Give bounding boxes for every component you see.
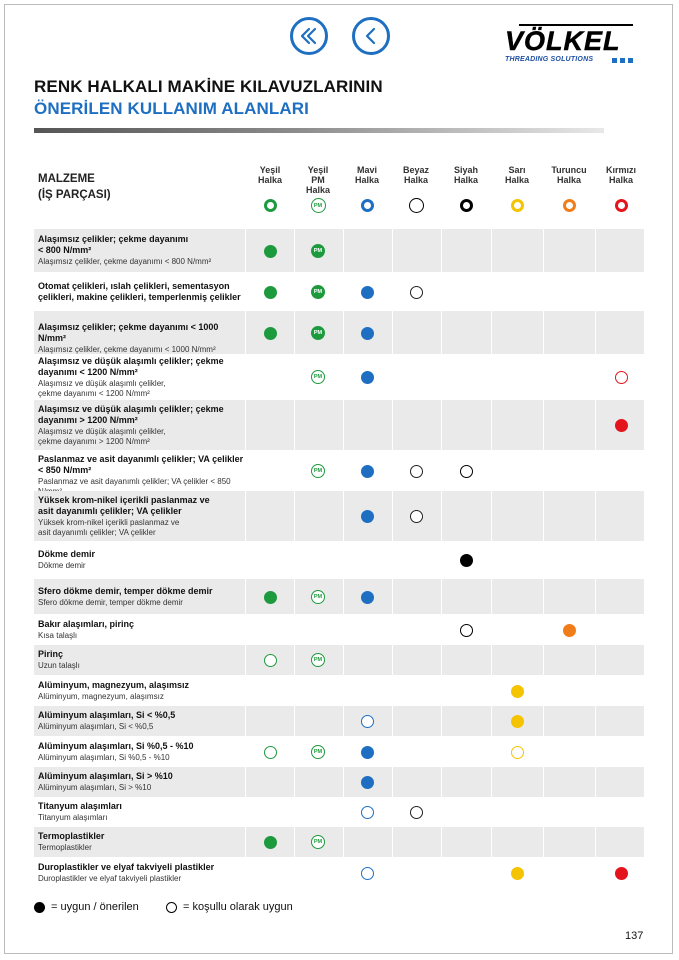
cell-divider bbox=[294, 706, 295, 736]
material-name-bold bbox=[38, 454, 248, 476]
open-dot-icon bbox=[410, 806, 423, 819]
table-row bbox=[34, 827, 644, 857]
cell-divider bbox=[543, 491, 544, 541]
open-dot-icon bbox=[410, 465, 423, 478]
color-ring-icon bbox=[615, 199, 628, 212]
material-line: Alaşımsız çelikler; çekme dayanımı < 1000 N/mm² bbox=[38, 322, 219, 343]
column-header-line2: Halka bbox=[257, 175, 283, 185]
cell-divider bbox=[491, 767, 492, 797]
material-line: Alüminyum alaşımları, Si < %0,5 bbox=[38, 710, 176, 720]
volkel-logo bbox=[505, 22, 637, 66]
table-row bbox=[34, 272, 644, 311]
material-name bbox=[38, 801, 248, 823]
material-name-regular bbox=[38, 631, 248, 641]
material-name bbox=[38, 741, 248, 763]
open-dot-icon bbox=[460, 624, 473, 637]
pm-open-icon: PM bbox=[311, 464, 325, 478]
material-name-bold bbox=[38, 649, 248, 660]
pm-ring-icon: PM bbox=[311, 198, 326, 213]
filled-dot-icon bbox=[264, 836, 277, 849]
filled-dot-icon bbox=[361, 510, 374, 523]
material-line: Dökme demir bbox=[38, 561, 86, 570]
pm-open-icon: PM bbox=[311, 653, 325, 667]
cell-divider bbox=[595, 827, 596, 857]
filled-dot-icon bbox=[264, 286, 277, 299]
column-header bbox=[245, 165, 295, 185]
logo-word: VÖLKEL bbox=[505, 26, 621, 56]
material-header-line1: MALZEME bbox=[38, 173, 95, 185]
cell-divider bbox=[441, 491, 442, 541]
material-line: Alüminyum alaşımları, Si %0,5 - %10 bbox=[38, 753, 170, 762]
cell-divider bbox=[441, 229, 442, 272]
column-header-line1: Mavi bbox=[356, 165, 377, 175]
pm-open-icon: PM bbox=[311, 370, 325, 384]
column-header bbox=[342, 165, 392, 185]
material-line: Alüminyum alaşımları, Si > %10 bbox=[38, 771, 173, 781]
cell-divider bbox=[543, 311, 544, 354]
cell-divider bbox=[294, 229, 295, 272]
material-name bbox=[38, 586, 248, 608]
cell-divider bbox=[441, 706, 442, 736]
cell-divider bbox=[441, 311, 442, 354]
open-dot-icon bbox=[460, 465, 473, 478]
material-name bbox=[38, 549, 248, 571]
material-name-regular bbox=[38, 379, 248, 399]
table-row bbox=[34, 450, 644, 491]
material-name-regular bbox=[38, 518, 248, 538]
material-header bbox=[38, 171, 111, 203]
material-name-regular bbox=[38, 783, 248, 793]
cell-divider bbox=[294, 400, 295, 450]
cell-divider bbox=[595, 767, 596, 797]
material-name-bold bbox=[38, 680, 248, 691]
material-line: Uzun talaşlı bbox=[38, 661, 80, 670]
cell-divider bbox=[491, 579, 492, 614]
color-ring-icon bbox=[563, 199, 576, 212]
cell-divider bbox=[543, 827, 544, 857]
table-row bbox=[34, 706, 644, 736]
filled-dot-icon bbox=[511, 685, 524, 698]
cell-divider bbox=[392, 706, 393, 736]
title-divider bbox=[34, 128, 604, 133]
pm-filled-icon: PM bbox=[311, 244, 325, 258]
material-name-regular bbox=[38, 427, 248, 447]
legend-filled-label: = uygun / önerilen bbox=[51, 901, 139, 913]
cell-divider bbox=[491, 311, 492, 354]
filled-dot-icon bbox=[361, 371, 374, 384]
cell-divider bbox=[392, 767, 393, 797]
material-line: Yüksek krom-nikel içerikli paslanmaz ve bbox=[38, 518, 180, 527]
cell-divider bbox=[343, 491, 344, 541]
page-number: 137 bbox=[625, 930, 644, 942]
material-line: Alaşımsız ve düşük alaşımlı çelikler; çekme bbox=[38, 356, 224, 366]
cell-divider bbox=[392, 827, 393, 857]
material-line: Alaşımsız ve düşük alaşımlı çelikler; çekme bbox=[38, 404, 224, 414]
material-line: Yüksek krom-nikel içerikli paslanmaz ve bbox=[38, 495, 210, 505]
cell-divider bbox=[294, 311, 295, 354]
column-header-line1: Yeşil bbox=[259, 165, 281, 175]
cell-divider bbox=[392, 579, 393, 614]
filled-dot-icon bbox=[511, 867, 524, 880]
color-ring-icon bbox=[361, 199, 374, 212]
cell-divider bbox=[543, 579, 544, 614]
material-line: dayanımı < 1200 N/mm² bbox=[38, 367, 138, 377]
column-header-line1: Beyaz bbox=[402, 165, 429, 175]
material-line: asit dayanımlı çelikler; VA çelikler bbox=[38, 528, 156, 537]
cell-divider bbox=[595, 579, 596, 614]
filled-dot-icon bbox=[361, 286, 374, 299]
pm-open-icon: PM bbox=[311, 745, 325, 759]
filled-dot-icon bbox=[361, 327, 374, 340]
material-line: Otomat çelikleri, ıslah çelikleri, sementasyon bbox=[38, 281, 230, 291]
material-name-regular bbox=[38, 843, 248, 853]
table-row bbox=[34, 311, 644, 354]
cell-divider bbox=[441, 579, 442, 614]
material-line: Alaşımsız çelikler; çekme dayanımı bbox=[38, 234, 189, 244]
material-line: Duroplastikler ve elyaf takviyeli plastikler bbox=[38, 862, 215, 872]
material-name-regular bbox=[38, 692, 248, 702]
legend-open-label: = koşullu olarak uygun bbox=[183, 901, 293, 913]
material-line: Alüminyum, magnezyum, alaşımsız bbox=[38, 680, 190, 690]
cell-divider bbox=[343, 579, 344, 614]
material-name bbox=[38, 649, 248, 671]
cell-divider bbox=[543, 706, 544, 736]
cell-divider bbox=[294, 579, 295, 614]
color-ring-icon bbox=[460, 199, 473, 212]
open-dot-icon bbox=[410, 510, 423, 523]
material-name bbox=[38, 619, 248, 641]
material-name-bold bbox=[38, 862, 248, 873]
page-title: RENK HALKALI MAKİNE KILAVUZLARININ bbox=[34, 77, 383, 96]
legend-open bbox=[166, 901, 293, 913]
filled-dot-icon bbox=[264, 245, 277, 258]
table-row bbox=[34, 645, 644, 675]
material-line: çekme dayanımı > 1200 N/mm² bbox=[38, 437, 150, 446]
material-line: Dökme demir bbox=[38, 549, 96, 559]
material-name-bold bbox=[38, 234, 248, 256]
column-header bbox=[391, 165, 441, 185]
table-row bbox=[34, 675, 644, 706]
material-line: Titanyum alaşımları bbox=[38, 801, 122, 811]
filled-dot-icon bbox=[264, 591, 277, 604]
material-line: Alaşımsız ve düşük alaşımlı çelikler, bbox=[38, 379, 166, 388]
first-page-button[interactable] bbox=[290, 17, 328, 55]
material-name-bold bbox=[38, 586, 248, 597]
column-header bbox=[293, 165, 343, 195]
material-name-bold bbox=[38, 356, 248, 378]
material-name-bold bbox=[38, 322, 248, 344]
cell-divider bbox=[441, 767, 442, 797]
material-name-bold bbox=[38, 404, 248, 426]
column-header-line1: Turuncu bbox=[551, 165, 587, 175]
filled-dot-icon bbox=[264, 327, 277, 340]
open-dot-icon bbox=[264, 654, 277, 667]
material-line: Kısa talaşlı bbox=[38, 631, 78, 640]
table-row bbox=[34, 491, 644, 541]
material-name-regular bbox=[38, 661, 248, 671]
cell-divider bbox=[543, 400, 544, 450]
open-dot-icon bbox=[361, 715, 374, 728]
filled-dot-icon bbox=[615, 867, 628, 880]
open-dot-icon bbox=[511, 746, 524, 759]
material-line: çelikleri, makine çelikleri, temperlenmiş çelikler bbox=[38, 292, 241, 302]
filled-dot-icon bbox=[460, 554, 473, 567]
open-dot-icon bbox=[615, 371, 628, 384]
cell-divider bbox=[491, 706, 492, 736]
material-name-bold bbox=[38, 619, 248, 630]
table-row bbox=[34, 857, 644, 889]
cell-divider bbox=[441, 827, 442, 857]
open-dot-icon bbox=[264, 746, 277, 759]
column-header bbox=[441, 165, 491, 185]
material-line: dayanımı > 1200 N/mm² bbox=[38, 415, 138, 425]
logo-subtitle: THREADING SOLUTIONS bbox=[505, 56, 594, 63]
cell-divider bbox=[595, 229, 596, 272]
cell-divider bbox=[343, 311, 344, 354]
filled-dot-icon bbox=[511, 715, 524, 728]
cell-divider bbox=[491, 645, 492, 675]
material-line: Alüminyum, magnezyum, alaşımsız bbox=[38, 692, 164, 701]
material-line: Paslanmaz ve asit dayanımlı çelikler; VA çelikler < 850 bbox=[38, 477, 231, 486]
material-name bbox=[38, 710, 248, 732]
cell-divider bbox=[392, 229, 393, 272]
logo-square bbox=[612, 58, 617, 63]
material-line: Sfero dökme demir, temper dökme demir bbox=[38, 586, 213, 596]
open-dot-icon bbox=[166, 902, 177, 913]
cell-divider bbox=[441, 645, 442, 675]
cell-divider bbox=[294, 827, 295, 857]
material-name bbox=[38, 771, 248, 793]
cell-divider bbox=[294, 645, 295, 675]
page-subtitle: ÖNERİLEN KULLANIM ALANLARI bbox=[34, 99, 309, 118]
cell-divider bbox=[343, 645, 344, 675]
column-header-line1: Sarı bbox=[508, 165, 526, 175]
filled-dot-icon bbox=[34, 902, 45, 913]
chevron-left-icon bbox=[360, 25, 382, 47]
material-name-bold bbox=[38, 710, 248, 721]
legend-filled bbox=[34, 901, 139, 913]
material-name bbox=[38, 831, 248, 853]
material-line: Alüminyum alaşımları, Si < %0,5 bbox=[38, 722, 154, 731]
material-line: Duroplastikler ve elyaf takviyeli plastikler bbox=[38, 874, 182, 883]
material-line: Termoplastikler bbox=[38, 843, 92, 852]
color-ring-icon bbox=[511, 199, 524, 212]
column-header-line2: Halka bbox=[608, 175, 634, 185]
column-header-line2: Halka bbox=[453, 175, 479, 185]
cell-divider bbox=[543, 645, 544, 675]
material-line: Alüminyum alaşımları, Si %0,5 - %10 bbox=[38, 741, 194, 751]
table-row bbox=[34, 614, 644, 645]
material-line: < 800 N/mm² bbox=[38, 245, 92, 255]
material-name-regular bbox=[38, 722, 248, 732]
cell-divider bbox=[543, 229, 544, 272]
cell-divider bbox=[392, 645, 393, 675]
filled-dot-icon bbox=[563, 624, 576, 637]
cell-divider bbox=[392, 311, 393, 354]
pm-open-icon: PM bbox=[311, 835, 325, 849]
cell-divider bbox=[343, 706, 344, 736]
material-name bbox=[38, 495, 248, 538]
material-name-bold bbox=[38, 495, 248, 517]
pm-open-icon: PM bbox=[311, 590, 325, 604]
cell-divider bbox=[491, 491, 492, 541]
open-dot-icon bbox=[361, 867, 374, 880]
material-name-regular bbox=[38, 874, 248, 884]
table-row bbox=[34, 579, 644, 614]
table-row bbox=[34, 229, 644, 272]
material-name bbox=[38, 281, 248, 303]
column-header bbox=[492, 165, 542, 185]
material-name-bold bbox=[38, 831, 248, 842]
column-header-line1: Yeşil bbox=[307, 165, 329, 175]
table-row bbox=[34, 354, 644, 400]
cell-divider bbox=[294, 767, 295, 797]
color-ring-icon bbox=[264, 199, 277, 212]
table-row bbox=[34, 797, 644, 827]
material-line: Bakır alaşımları, pirinç bbox=[38, 619, 135, 629]
pm-filled-icon: PM bbox=[311, 285, 325, 299]
cell-divider bbox=[595, 491, 596, 541]
material-name-bold bbox=[38, 801, 248, 812]
cell-divider bbox=[343, 827, 344, 857]
material-line: Alaşımsız çelikler, çekme dayanımı < 800 N/mm² bbox=[38, 257, 212, 266]
material-line: Alüminyum alaşımları, Si > %10 bbox=[38, 783, 152, 792]
material-line: asit dayanımlı çelikler; VA çelikler bbox=[38, 506, 182, 516]
material-name-regular bbox=[38, 598, 248, 608]
cell-divider bbox=[543, 767, 544, 797]
table-row bbox=[34, 767, 644, 797]
column-header bbox=[596, 165, 646, 185]
logo-square bbox=[628, 58, 633, 63]
material-name-bold bbox=[38, 281, 248, 303]
open-dot-icon bbox=[410, 286, 423, 299]
column-header bbox=[544, 165, 594, 185]
material-line: Termoplastikler bbox=[38, 831, 105, 841]
material-line: çekme dayanımı < 1200 N/mm² bbox=[38, 389, 150, 398]
cell-divider bbox=[294, 491, 295, 541]
material-name-bold bbox=[38, 741, 248, 752]
cell-divider bbox=[595, 311, 596, 354]
cell-divider bbox=[595, 645, 596, 675]
material-name bbox=[38, 234, 248, 267]
open-dot-icon bbox=[361, 806, 374, 819]
column-header-line1: Siyah bbox=[453, 165, 478, 175]
table-row bbox=[34, 736, 644, 767]
table-row bbox=[34, 400, 644, 450]
filled-dot-icon bbox=[615, 419, 628, 432]
material-line: Pirinç bbox=[38, 649, 64, 659]
cell-divider bbox=[491, 400, 492, 450]
cell-divider bbox=[343, 400, 344, 450]
cell-divider bbox=[491, 229, 492, 272]
cell-divider bbox=[392, 491, 393, 541]
filled-dot-icon bbox=[361, 591, 374, 604]
double-chevron-left-icon bbox=[298, 25, 320, 47]
material-name bbox=[38, 862, 248, 884]
filled-dot-icon bbox=[361, 465, 374, 478]
material-name bbox=[38, 356, 248, 399]
column-header-line2: Halka bbox=[556, 175, 582, 185]
material-line: Titanyum alaşımları bbox=[38, 813, 108, 822]
material-name-regular bbox=[38, 257, 248, 267]
material-name-regular bbox=[38, 753, 248, 763]
logo-square bbox=[620, 58, 625, 63]
material-line: Sfero dökme demir, temper dökme demir bbox=[38, 598, 183, 607]
column-header-line1: Kırmızı bbox=[605, 165, 636, 175]
column-header-line2: Halka bbox=[354, 175, 380, 185]
material-name-bold bbox=[38, 771, 248, 782]
cell-divider bbox=[343, 229, 344, 272]
material-name-bold bbox=[38, 549, 248, 560]
column-header-line2: Halka bbox=[504, 175, 530, 185]
pm-filled-icon: PM bbox=[311, 326, 325, 340]
color-ring-icon bbox=[409, 198, 424, 213]
material-line: Paslanmaz ve asit dayanımlı çelikler; VA çelikler bbox=[38, 454, 244, 464]
filled-dot-icon bbox=[361, 746, 374, 759]
material-name-regular bbox=[38, 561, 248, 571]
cell-divider bbox=[441, 400, 442, 450]
material-name bbox=[38, 680, 248, 702]
column-header-line2: Halka bbox=[403, 175, 429, 185]
material-name bbox=[38, 404, 248, 447]
cell-divider bbox=[491, 827, 492, 857]
cell-divider bbox=[392, 400, 393, 450]
material-line: < 850 N/mm² bbox=[38, 465, 92, 475]
column-header-line3: Halka bbox=[305, 185, 331, 195]
previous-page-button[interactable] bbox=[352, 17, 390, 55]
cell-divider bbox=[595, 400, 596, 450]
column-header-line2: PM bbox=[311, 175, 325, 185]
table-row bbox=[34, 541, 644, 579]
material-name bbox=[38, 322, 248, 355]
cell-divider bbox=[343, 767, 344, 797]
filled-dot-icon bbox=[361, 776, 374, 789]
cell-divider bbox=[595, 706, 596, 736]
material-header-line2: (İŞ PARÇASI) bbox=[38, 189, 111, 201]
material-line: Alaşımsız ve düşük alaşımlı çelikler, bbox=[38, 427, 166, 436]
material-line: Alaşımsız çelikler, çekme dayanımı < 1000 N/mm² bbox=[38, 345, 216, 354]
material-name-regular bbox=[38, 813, 248, 823]
